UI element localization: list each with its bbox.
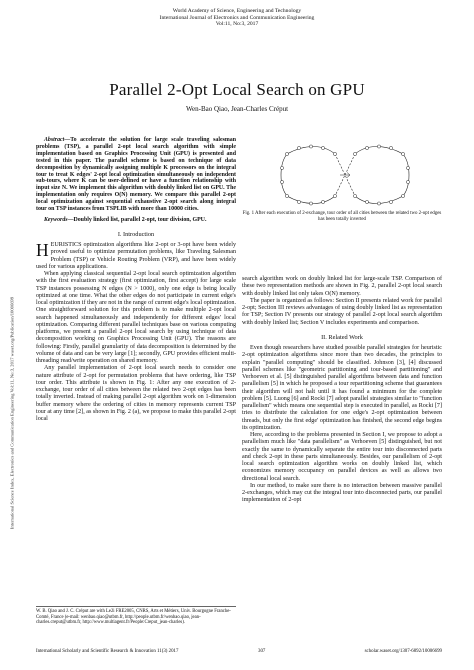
intro-paragraph-1 — [36, 242, 236, 271]
section-heading-related-work: II. Related Work — [321, 333, 363, 341]
drop-cap: H — [36, 240, 49, 261]
header-line-3: Vol:11, No:3, 2017 — [215, 21, 259, 28]
related-work-paragraph-3: In our method, to make sure there is no interaction between massive parallel 2-exchanges, which may cut the integral tour into disconnected parts, our parallel implementation of 2-opt — [242, 482, 442, 504]
abstract-text: To accelerate the solution for large scale traveling salesman problems (TSP), a parallel 2-opt local search algorithm with simple implementation based on Graphics Processing Unit (GPU) is presented and tested in this paper. The parallel scheme is based on technique of data decomposition by dynamically assigning multiple K processors on the integral tour to treat K edges' 2-opt local optimization simultaneously on independent sub-tours, where K can be user-defined or have a function relationship with input size N. We implement this algorithm with doubly linked list on GPU. The implementation only requires O(N) memory. We compare this parallel 2-opt local optimization against sequential exhaustive 2-opt search along integral tour on TSP instances from TSPLIB with more than 10000 cities. — [36, 137, 236, 213]
section-heading-introduction: I. Introduction — [117, 230, 155, 238]
keywords: Keywords—Doubly linked list, parallel 2-opt, tour division, GPU. — [44, 216, 207, 223]
keywords-label: Keywords — [44, 216, 68, 223]
right-paragraph-2: The paper is organized as follows: Section II presents related work for parallel 2-opt; Section III reviews advantages of using doubly linked list as representation for TSP; Section IV presents our strategy of parallel 2-opt local search algorithm with doubly linked list; Section V includes experiments and comparison. — [242, 297, 442, 326]
paper-title: Parallel 2-Opt Local Search on GPU — [109, 80, 365, 99]
abstract: Abstract—To accelerate the solution for large scale traveling salesman problems (TSP), a parallel 2-opt local search algorithm with simple implementation based on Graphics Processing Unit (GPU) is presented and tested in this paper. The parallel scheme is based on technique of data decomposition by dynamically assigning multiple K processors on the integral tour to treat K edges' 2-opt local optimization simultaneously on independent sub-tours, where K can be user-defined or have a function relationship with input size N. We implement this algorithm with doubly linked list on GPU. The implementation only requires O(N) memory. We compare this parallel 2-opt local optimization against sequential exhaustive 2-opt search along integral tour on TSP instances from TSPLIB with more than 10000 cities. — [36, 137, 236, 213]
intro-paragraph-3: Any parallel implementation of 2-opt local search needs to consider one nature attribute of 2-opt for permutation problems that have ordering, like TSP tour order. This attribute is shown in Fig. 1: After any one execution of 2-exchange, tour order of all cities between the related two 2-opt edges has been totally inverted. Instead of making parallel 2-opt algorithm work on 1-dimension buffer memory where the ordering of cities in memory represents current TSP tour at any time [2], as shown in Fig. 2 (a), we propose to make this parallel 2-opt local — [36, 365, 236, 423]
footer-page-number: 307 — [258, 649, 266, 654]
keywords-text: Doubly linked list, parallel 2-opt, tour division, GPU. — [73, 216, 207, 223]
right-column — [242, 276, 442, 505]
footer-journal: International Scholarly and Scientific Research & Innovation 11(3) 2017 — [36, 649, 179, 654]
footnote: W. B. Qiao and J. C. Créput are with Le2i FRE2005, CNRS, Arts et Métiers, Univ. Bourgogne Franche-Comté, France (e-mail: wenbao.qiao@utbm.fr, http://people.utbm.fr/wenbao.qiao, jean-charles.creput@utbm.fr, http://www.multiagent.fr/People:Creput_jean-charles). — [36, 606, 236, 626]
exchange-arrow-icon — [340, 173, 350, 178]
side-margin-text: International Science Index, Electronics and Communication Engineering Vol:11, No:3, 2017 waset.org/Publication/10006699 — [9, 296, 15, 530]
right-paragraph-1: search algorithm work on doubly linked list for large-scale TSP. Comparison of these two representation methods are shown in Fig. 2, parallel 2-opt local search with doubly linked list only takes O(N) memory. — [242, 276, 442, 297]
footer-url: scholar.waset.org/1307-6892/10006699 — [364, 649, 442, 654]
figure-1-caption: Fig. 1 After each execution of 2-exchange, tour order of all cities between the related two 2-opt edges has been totally inverted — [242, 211, 442, 222]
side-margin-note — [6, 268, 18, 558]
intro-paragraph-2: When applying classical sequential 2-opt local search optimization algorithm with the first evaluation strategy (first optimization, first accept) for large scale TSP instances possessing N edges (N > 1000), only one edge is being locally optimized at one time. What the other edges do not participate in current edge's local optimization if they are not in the range of current edge's local optimization. One straightforward solution for this problem is to make multiple 2-opt local search happened simultaneously and independently for different edges' local optimization. Comparing different parallel techniques base on various computing platforms, we present a parallel 2-opt local search by using technique of data decomposition working on Graphics Processing Unit (GPU). The reasons are following: Firstly, parallel granularity of data decomposition is determined by the volume of data and can be very large [1]; secondly, GPU provides efficient multi-threading read/write operation on shared memory. — [36, 271, 236, 365]
paper-authors: Wen-Bao Qiao, Jean-Charles Créput — [185, 105, 289, 113]
left-column — [36, 137, 236, 423]
journal-header — [0, 8, 474, 28]
figure-1-tour-diagram — [275, 140, 415, 210]
related-work-paragraph-1: Even though researchers have studied possible parallel strategies for heuristic 2-opt optimization algorithms since more than two decades, the principles to explain "parallel computing" should be classified. Johnson [3], [4] discussed parallel schemes like "geometric partitioning and tour-based partitioning" and Verhoeven et al. [5] distinguished parallel algorithms between data and function parallelism [5] in which he proposed a tour repartitioning scheme that guarantees their algorithm will not halt until it has found a minimum for the complete problem [5]. Luong [6] and Rocki [7] adopt parallel strategies similar to "function parallelism" which means one sequential step is executed in parallel, as Rocki [7] tries to distribute the calculation for one edge's 2-opt optimization between threads, but only the first edge' optimization has finished, the second edge begins its optimization. — [242, 345, 442, 431]
header-line-2: International Journal of Electronics and Communication Engineering — [159, 14, 315, 21]
header-line-1: World Academy of Science, Engineering and Technology — [172, 8, 302, 14]
abstract-label: Abstract — [44, 137, 65, 143]
related-work-paragraph-2: Here, according to the problems presented in Section I, we propose to adopt a parallelism much like "data parallelism" as Verhoeven [5] distinguished, but not exactly the same to dynamically separate the entire tour into disconnected parts and check 2-opt in these parts simultaneously. Besides, our parallelism of 2-opt local search optimization algorithm works on doubly linked list, which economizes memory occupancy on parallel devices as well as allows two directional local search. — [242, 432, 442, 482]
intro-paragraph-1-text: EURISTICS optimization algorithms like 2-opt or 3-opt have been widely proved useful to optimize permutation problems, like Traveling Salesman Problem (TSP) or Vehicle Routing Problem (VRP), and have been widely used for various applications. — [36, 242, 236, 270]
